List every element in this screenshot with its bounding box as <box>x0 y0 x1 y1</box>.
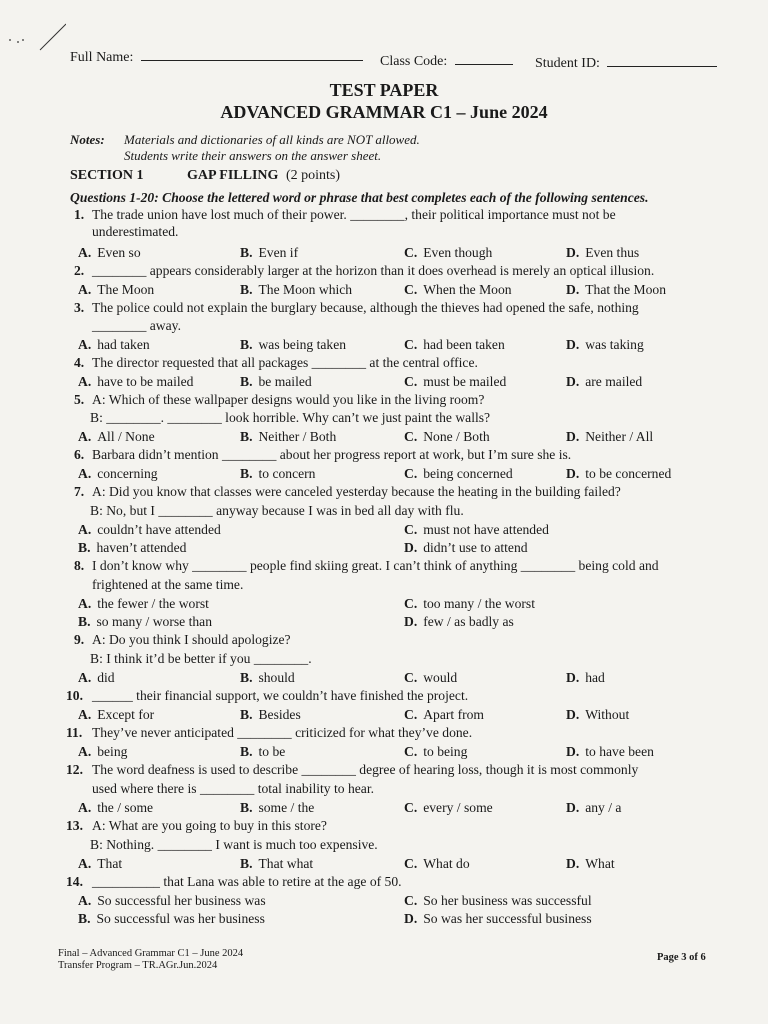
option-text: So was her successful business <box>423 911 592 926</box>
pen-mark-icon <box>6 22 66 52</box>
option-text: had <box>585 670 605 685</box>
option-letter: D. <box>404 540 418 555</box>
option-letter: B. <box>240 282 253 297</box>
answer-option <box>566 282 666 298</box>
question-number: 5. <box>74 392 85 407</box>
option-text: every / some <box>423 800 493 815</box>
page-title: TEST PAPER <box>329 80 439 100</box>
option-text: couldn’t have attended <box>97 522 221 537</box>
answer-option <box>566 245 639 261</box>
answer-option <box>566 744 654 760</box>
answer-option <box>404 245 492 261</box>
answer-option <box>404 429 490 445</box>
option-text: was being taken <box>258 337 347 352</box>
answer-option <box>78 245 141 261</box>
answer-option <box>566 466 671 482</box>
option-text: are mailed <box>585 374 643 389</box>
option-letter: A. <box>78 522 92 537</box>
answer-option <box>78 800 153 816</box>
notes-label: Notes: <box>70 132 105 147</box>
option-letter: B. <box>240 856 253 871</box>
option-letter: C. <box>404 893 418 908</box>
question-text: ______ their financial support, we couldn’t have finished the project. <box>92 688 469 703</box>
option-letter: B. <box>78 540 91 555</box>
option-text: being <box>97 744 128 759</box>
option-letter: C. <box>404 466 418 481</box>
option-letter: A. <box>78 429 92 444</box>
answer-option <box>78 429 155 445</box>
option-letter: A. <box>78 245 92 260</box>
question-number: 14. <box>66 874 83 889</box>
option-text: few / as badly as <box>423 614 514 629</box>
option-letter: D. <box>566 707 580 722</box>
option-text: didn’t use to attend <box>423 540 528 555</box>
option-letter: D. <box>566 374 580 389</box>
option-text: must not have attended <box>423 522 549 537</box>
option-text: That the Moon <box>585 282 667 297</box>
section-points: (2 points) <box>285 168 340 183</box>
question-number: 7. <box>74 484 85 499</box>
option-letter: A. <box>78 282 92 297</box>
answer-option <box>78 614 212 630</box>
answer-option <box>404 614 514 630</box>
option-letter: B. <box>78 911 91 926</box>
answer-option <box>240 800 314 816</box>
question-text: __________ that Lana was able to retire at the age of 50. <box>92 874 402 889</box>
option-letter: D. <box>566 744 580 759</box>
section-number: SECTION 1 <box>70 168 144 183</box>
question-text: The word deafness is used to describe ________ degree of hearing loss, though it is most commonly <box>92 762 639 777</box>
option-text: The Moon which <box>258 282 353 297</box>
question-text: The police could not explain the burglary because, although the thieves had opened the safe, nothing <box>92 300 639 315</box>
option-letter: B. <box>78 614 91 629</box>
answer-option <box>566 707 629 723</box>
page-subtitle: ADVANCED GRAMMAR C1 – June 2024 <box>220 102 548 122</box>
answer-option <box>240 337 346 353</box>
option-text: None / Both <box>423 429 490 444</box>
question-text: underestimated. <box>92 224 179 239</box>
answer-option <box>240 707 301 723</box>
answer-option <box>240 466 315 482</box>
option-text: So her business was successful <box>423 893 592 908</box>
answer-option <box>240 744 285 760</box>
answer-option <box>566 856 615 872</box>
option-text: should <box>258 670 295 685</box>
option-text: the fewer / the worst <box>97 596 209 611</box>
option-text: Apart from <box>423 707 484 722</box>
option-letter: B. <box>240 374 253 389</box>
option-text: had taken <box>97 337 150 352</box>
answer-option <box>404 522 549 538</box>
question-text: A: Do you think I should apologize? <box>92 632 291 647</box>
option-text: What <box>585 856 615 871</box>
option-letter: A. <box>78 800 92 815</box>
answer-option <box>404 374 506 390</box>
option-text: Neither / Both <box>258 429 337 444</box>
option-text: any / a <box>585 800 622 815</box>
question-text: The trade union have lost much of their power. ________, their political importance must not be <box>92 207 616 222</box>
question-text: used where there is ________ total inability to hear. <box>92 781 375 796</box>
option-letter: A. <box>78 337 92 352</box>
option-text: What do <box>423 856 470 871</box>
section-heading <box>70 168 340 184</box>
question-number: 2. <box>74 263 85 278</box>
answer-option <box>404 856 470 872</box>
full-name-blank[interactable] <box>141 60 363 61</box>
option-text: being concerned <box>423 466 513 481</box>
option-letter: C. <box>404 245 418 260</box>
option-text: So successful her business was <box>97 893 266 908</box>
option-letter: D. <box>404 614 418 629</box>
option-text: The Moon <box>97 282 155 297</box>
option-letter: B. <box>240 245 253 260</box>
answer-option <box>78 540 186 556</box>
option-text: Even though <box>423 245 493 260</box>
option-text: to have been <box>585 744 654 759</box>
option-text: Besides <box>258 707 301 722</box>
question-text: A: What are you going to buy in this store? <box>92 818 327 833</box>
question-text: ________ away. <box>92 318 181 333</box>
option-letter: C. <box>404 337 418 352</box>
option-letter: C. <box>404 800 418 815</box>
answer-option <box>404 282 512 298</box>
question-text: B: No, but I ________ anyway because I was in bed all day with flu. <box>90 503 464 518</box>
answer-option <box>78 466 158 482</box>
option-letter: C. <box>404 707 418 722</box>
question-number: 13. <box>66 818 83 833</box>
answer-option <box>566 800 621 816</box>
question-number: 12. <box>66 762 83 777</box>
answer-option <box>404 744 467 760</box>
option-letter: C. <box>404 429 418 444</box>
option-letter: D. <box>566 856 580 871</box>
answer-option <box>78 707 154 723</box>
option-text: the / some <box>97 800 154 815</box>
footer-course: Final – Advanced Grammar C1 – June 2024 <box>58 948 244 959</box>
question-number: 11. <box>66 725 83 740</box>
option-letter: A. <box>78 466 92 481</box>
answer-option <box>240 856 313 872</box>
option-letter: C. <box>404 596 418 611</box>
option-text: have to be mailed <box>97 374 194 389</box>
option-letter: D. <box>404 911 418 926</box>
option-letter: C. <box>404 282 418 297</box>
option-letter: D. <box>566 466 580 481</box>
option-text: Except for <box>97 707 155 722</box>
option-letter: A. <box>78 707 92 722</box>
option-text: Even thus <box>585 245 640 260</box>
answer-option <box>404 466 513 482</box>
option-text: so many / worse than <box>96 614 212 629</box>
question-text: B: ________. ________ look horrible. Why can’t we just paint the walls? <box>90 410 491 425</box>
question-number: 8. <box>74 558 85 573</box>
instructions: Questions 1-20: Choose the lettered word or phrase that best completes each of the following sentences. <box>70 190 649 205</box>
option-letter: D. <box>566 337 580 352</box>
option-text: Neither / All <box>585 429 654 444</box>
answer-option <box>78 744 127 760</box>
option-letter: A. <box>78 893 92 908</box>
answer-option <box>240 670 295 686</box>
option-text: to being <box>423 744 468 759</box>
answer-option <box>404 800 493 816</box>
answer-option <box>78 337 150 353</box>
footer-program: Transfer Program – TR.AGr.Jun.2024 <box>58 960 218 971</box>
option-letter: B. <box>240 670 253 685</box>
answer-option <box>78 856 122 872</box>
answer-option <box>566 374 642 390</box>
option-letter: B. <box>240 337 253 352</box>
answer-option <box>78 522 221 538</box>
option-text: did <box>97 670 115 685</box>
answer-option <box>566 337 644 353</box>
question-text: ________ appears considerably larger at the horizon than it does overhead is merely an optical illusion. <box>92 263 655 278</box>
question-number: 10. <box>66 688 83 703</box>
option-text: had been taken <box>423 337 505 352</box>
option-letter: B. <box>240 707 253 722</box>
answer-option <box>240 245 298 261</box>
notes-line-1: Materials and dictionaries of all kinds are NOT allowed. <box>124 132 420 147</box>
option-letter: A. <box>78 670 92 685</box>
class-code-blank[interactable] <box>455 64 513 65</box>
option-letter: D. <box>566 429 580 444</box>
section-name: GAP FILLING <box>187 168 279 183</box>
option-text: When the Moon <box>423 282 512 297</box>
option-text: That <box>97 856 123 871</box>
answer-option <box>404 707 484 723</box>
option-text: to concern <box>258 466 316 481</box>
option-letter: C. <box>404 670 418 685</box>
answer-option <box>78 374 193 390</box>
option-letter: B. <box>240 429 253 444</box>
option-letter: B. <box>240 744 253 759</box>
option-text: That what <box>258 856 314 871</box>
option-letter: D. <box>566 245 580 260</box>
answer-option <box>404 911 592 927</box>
option-text: to be <box>258 744 286 759</box>
answer-option <box>78 911 265 927</box>
page-number: Page 3 of 6 <box>657 952 706 963</box>
option-text: haven’t attended <box>96 540 187 555</box>
option-letter: A. <box>78 856 92 871</box>
option-text: would <box>423 670 458 685</box>
option-letter: C. <box>404 744 418 759</box>
option-letter: B. <box>240 466 253 481</box>
student-id-blank[interactable] <box>607 66 717 67</box>
answer-option <box>240 374 312 390</box>
student-id-label: Student ID: <box>535 56 600 71</box>
question-text: Barbara didn’t mention ________ about her progress report at work, but I’m sure she is. <box>92 447 572 462</box>
answer-option <box>240 282 352 298</box>
option-letter: D. <box>566 800 580 815</box>
question-text: The director requested that all packages ________ at the central office. <box>92 355 478 370</box>
answer-option <box>566 429 653 445</box>
footer-left <box>58 948 243 972</box>
option-text: concerning <box>97 466 158 481</box>
full-name-label: Full Name: <box>70 50 134 65</box>
class-code-label: Class Code: <box>380 54 448 69</box>
option-letter: D. <box>566 670 580 685</box>
question-text: A: Did you know that classes were canceled yesterday because the heating in the building failed? <box>92 484 621 499</box>
option-text: was taking <box>585 337 644 352</box>
question-number: 4. <box>74 355 85 370</box>
answer-option <box>404 670 457 686</box>
answer-option <box>404 893 592 909</box>
option-text: Without <box>585 707 630 722</box>
option-text: So successful was her business <box>96 911 265 926</box>
option-letter: B. <box>240 800 253 815</box>
answer-option <box>404 337 505 353</box>
option-text: All / None <box>97 429 155 444</box>
question-number: 9. <box>74 632 85 647</box>
option-text: to be concerned <box>585 466 672 481</box>
option-text: be mailed <box>258 374 312 389</box>
notes-line-2: Students write their answers on the answer sheet. <box>124 148 382 163</box>
answer-option <box>240 429 336 445</box>
question-text: B: Nothing. ________ I want is much too expensive. <box>90 837 378 852</box>
option-letter: D. <box>566 282 580 297</box>
answer-option <box>404 540 528 556</box>
option-text: some / the <box>258 800 315 815</box>
question-text: frightened at the same time. <box>92 577 244 592</box>
answer-option <box>78 893 266 909</box>
answer-option <box>566 670 605 686</box>
question-text: B: I think it’d be better if you ________. <box>90 651 312 666</box>
option-text: Even so <box>97 245 141 260</box>
question-text: A: Which of these wallpaper designs would you like in the living room? <box>92 392 485 407</box>
question-number: 1. <box>74 207 85 222</box>
option-letter: A. <box>78 744 92 759</box>
option-letter: A. <box>78 374 92 389</box>
option-text: too many / the worst <box>423 596 535 611</box>
answer-option <box>78 596 209 612</box>
option-text: must be mailed <box>423 374 507 389</box>
option-text: Even if <box>258 245 299 260</box>
option-letter: C. <box>404 522 418 537</box>
question-number: 3. <box>74 300 85 315</box>
option-letter: A. <box>78 596 92 611</box>
answer-option <box>404 596 535 612</box>
answer-option <box>78 282 154 298</box>
question-text: They’ve never anticipated ________ criticized for what they’ve done. <box>92 725 473 740</box>
option-letter: C. <box>404 856 418 871</box>
question-number: 6. <box>74 447 85 462</box>
answer-option <box>78 670 115 686</box>
option-letter: C. <box>404 374 418 389</box>
question-text: I don’t know why ________ people find skiing great. I can’t think of anything ________ being cold and <box>92 558 659 573</box>
